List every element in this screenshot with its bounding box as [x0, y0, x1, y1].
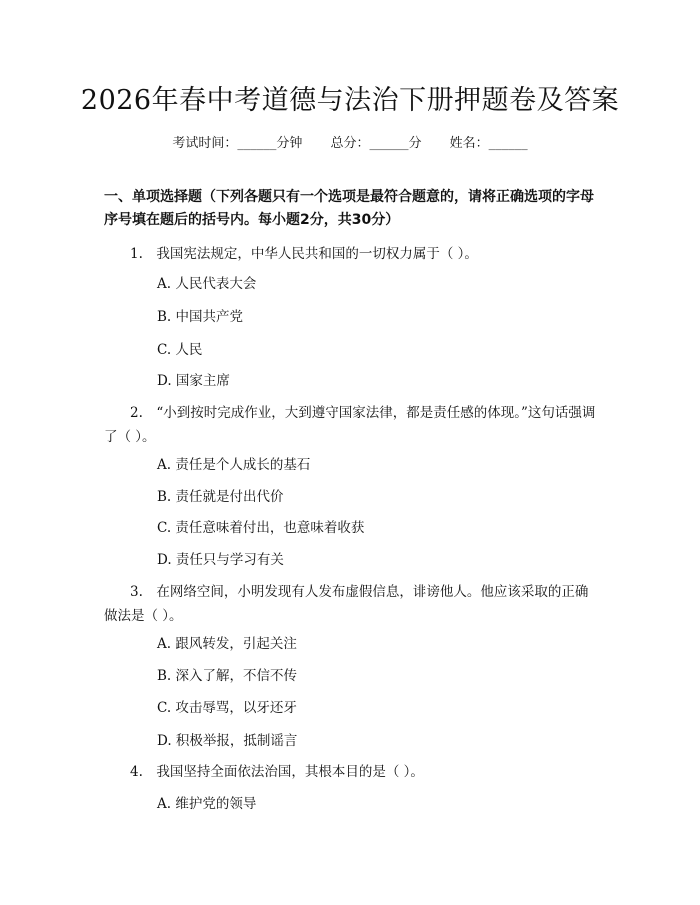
exam-time: 考试时间：______分钟 — [172, 136, 303, 151]
question-4: 4. 我国坚持全面依法治国，其根本目的是（ ）。 — [130, 764, 424, 780]
question-4-option-a: A. 维护党的领导 — [157, 796, 257, 812]
exam-score: 总分：______分 — [330, 136, 422, 151]
question-3-option-d: D. 积极举报，抵制谣言 — [157, 733, 298, 749]
question-1: 1. 我国宪法规定，中华人民共和国的一切权力属于（ ）。 — [130, 246, 478, 262]
question-3: 3. 在网络空间，小明发现有人发布虚假信息，诽谤他人。他应该采取的正确做法是（ ）。 — [104, 584, 589, 624]
question-2: 2. “小到按时完成作业，大到遵守国家法律，都是责任感的体现。”这句话强调了（ ）。 — [104, 405, 596, 445]
question-2-option-d: D. 责任只与学习有关 — [157, 552, 284, 568]
question-3-option-a: A. 跟风转发，引起关注 — [157, 636, 297, 652]
question-1-option-c: C. 人民 — [157, 342, 203, 358]
page-title: 2026年春中考道德与法治下册押题卷及答案 — [80, 85, 620, 116]
question-3-option-c: C. 攻击辱骂，以牙还牙 — [157, 700, 297, 716]
question-2-option-b: B. 责任就是付出代价 — [157, 489, 284, 505]
question-1-option-d: D. 国家主席 — [157, 373, 230, 389]
question-1-option-a: A. 人民代表大会 — [157, 276, 257, 292]
exam-name: 姓名：______ — [449, 136, 528, 151]
question-2-option-c: C. 责任意味着付出，也意味着收获 — [157, 520, 365, 536]
exam-meta — [0, 132, 700, 151]
question-1-option-b: B. 中国共产党 — [157, 309, 244, 325]
question-2-option-a: A. 责任是个人成长的基石 — [157, 457, 311, 473]
question-3-option-b: B. 深入了解，不信不传 — [157, 668, 298, 684]
section-heading: 一、单项选择题（下列各题只有一个选项是最符合题意的，请将正确选项的字母序号填在题后的括号内。每小题2分，共30分） — [104, 189, 594, 228]
